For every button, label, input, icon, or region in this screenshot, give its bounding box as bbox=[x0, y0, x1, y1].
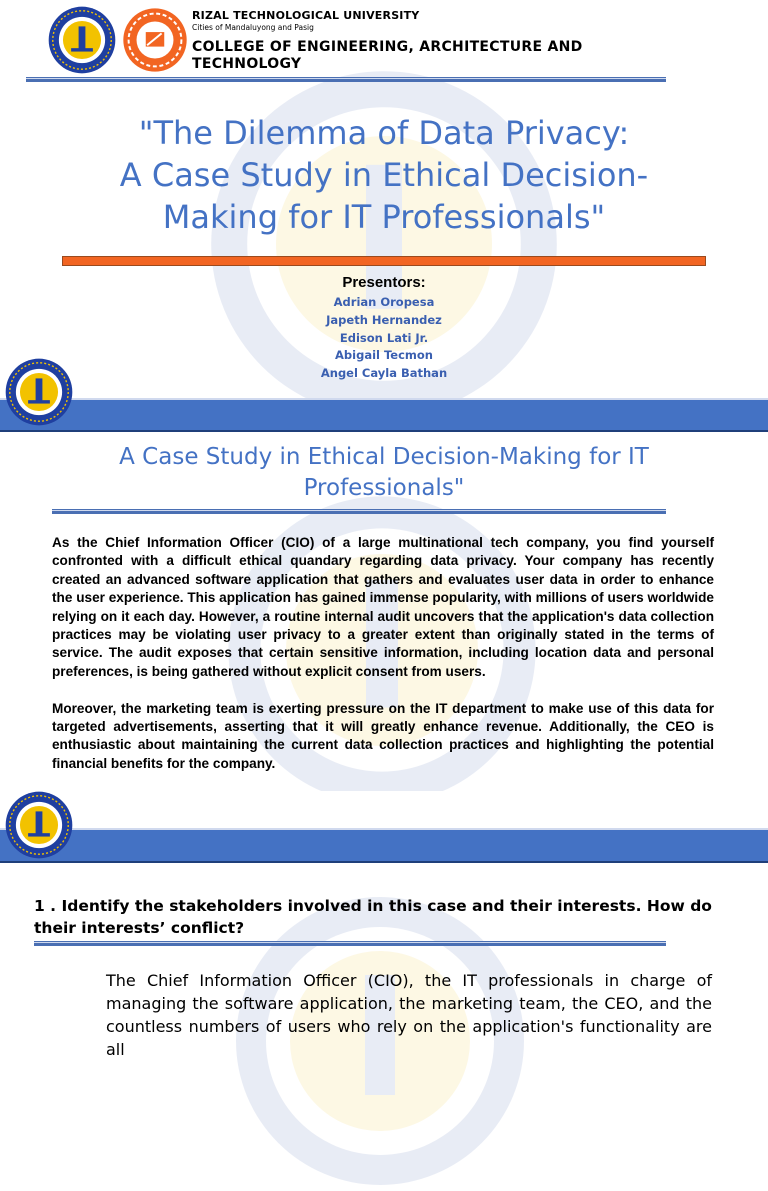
title-line: A Case Study in Ethical Decision- bbox=[119, 156, 649, 194]
title-underline-bar bbox=[62, 256, 706, 266]
presentor-name: Angel Cayla Bathan bbox=[320, 366, 448, 381]
university-cities: Cities of Mandaluyong and Pasig bbox=[192, 23, 314, 32]
slide-header-band bbox=[0, 828, 768, 863]
title-line: "The Dilemma of Data Privacy: bbox=[138, 114, 630, 152]
presentor-name: Abigail Tecmon bbox=[335, 348, 433, 363]
paragraph: As the Chief Information Officer (CIO) of a large multinational tech company, you find yourself confronted with a difficult ethical quandary regarding data privacy. Your company has recently created an advanced software application that gathers and evaluates user data in order to enhance the user experience. This application has gained immense popularity, with millions of users worldwide relying on it each day. However, a routine internal audit uncovers that the application's data collection practices may be violating user privacy to a greater extent than originally stated in the terms of service. The audit exposes that certain sensitive information, including location data and personal preferences, is being gathered without explicit consent from users. bbox=[52, 535, 714, 679]
slide-case-study bbox=[0, 398, 768, 791]
header-divider bbox=[26, 77, 666, 82]
rtu-seal-icon bbox=[48, 6, 116, 74]
ceat-gear-logo-icon bbox=[122, 6, 188, 74]
slide-title bbox=[0, 0, 768, 398]
rtu-seal-icon bbox=[5, 791, 73, 859]
header-logos bbox=[48, 6, 188, 74]
title-divider bbox=[52, 509, 666, 514]
case-study-body bbox=[52, 534, 714, 773]
case-study-title: A Case Study in Ethical Decision-Making for IT Professionals" bbox=[119, 444, 649, 501]
paragraph: Moreover, the marketing team is exerting pressure on the IT department to make use of this data for targeted advertisements, asserting that it will greatly enhance revenue. Additionally, the CEO is enthusiastic about maintaining the current data collection practices and highlighting the potential financial benefits for the company. bbox=[52, 700, 714, 771]
answer-text: The Chief Information Officer (CIO), the IT professionals in charge of managing the software application, the marketing team, the CEO, and the countless numbers of users who rely on the application's functionality are all bbox=[106, 971, 712, 1059]
slide-question-1 bbox=[0, 791, 768, 1059]
presentor-name: Japeth Hernandez bbox=[326, 312, 442, 327]
presentors-list bbox=[0, 294, 768, 383]
presentors-block bbox=[0, 274, 768, 383]
question-divider bbox=[34, 941, 666, 946]
title-line: Making for IT Professionals" bbox=[162, 198, 606, 236]
presentor-name: Adrian Oropesa bbox=[333, 295, 435, 309]
college-name: COLLEGE OF ENGINEERING, ARCHITECTURE AND TECHNOLOGY bbox=[192, 39, 583, 72]
presentor-name: Edison Lati Jr. bbox=[339, 330, 429, 345]
presentors-heading: Presentors: bbox=[342, 274, 426, 291]
question-heading: 1 . Identify the stakeholders involved in this case and their interests. How do their interests’ conflict? bbox=[34, 897, 712, 937]
university-name: RIZAL TECHNOLOGICAL UNIVERSITY bbox=[192, 9, 420, 22]
rtu-seal-icon bbox=[5, 358, 73, 426]
presentation-title bbox=[60, 112, 708, 238]
slide-header-band bbox=[0, 398, 768, 432]
